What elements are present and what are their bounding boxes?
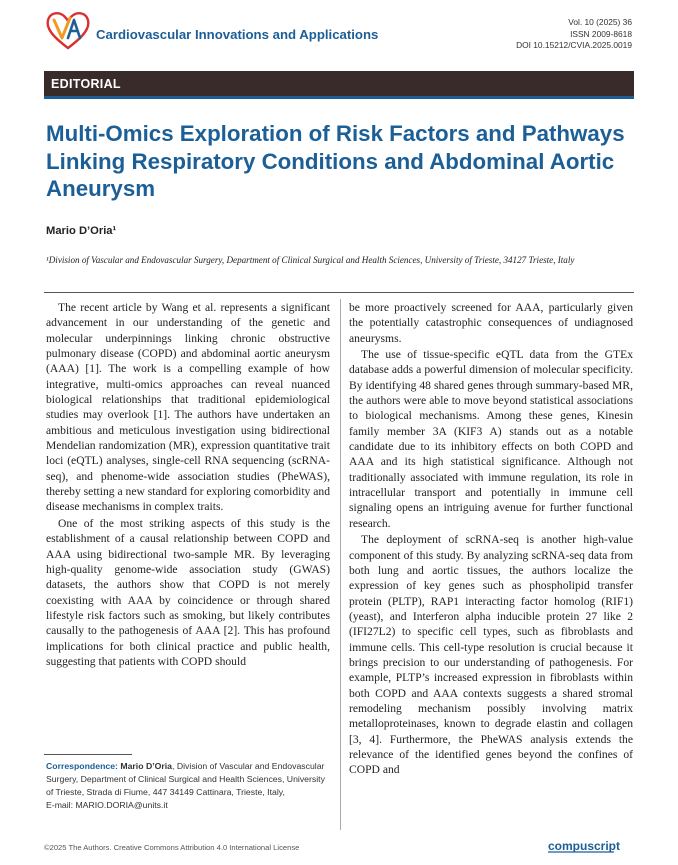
- publisher-name: compuscript: [548, 839, 621, 853]
- correspondence-label: Correspondence:: [46, 761, 118, 771]
- correspondence-details: , Division of Vascular and Endovascular Surgery, Department of Clinical Surgical and Health Sciences, University of Trieste, Strada di Fiume, 447 34149 Cattinara, Trieste, Italy,: [46, 761, 325, 797]
- issn: ISSN 2009-8618: [570, 28, 632, 39]
- article-author: Mario D’Oria¹: [46, 225, 117, 237]
- paragraph: The use of tissue-specific eQTL data from the GTEx database adds a powerful dimension of molecular specificity. By identifying 48 shared genes through summary-based MR, the authors were able to move beyond statistical associations to biological mechanisms. Among these genes, Kinesin family member 3A (KIF3 A) stands out as a notable candidate due to its inhibitory effects on both COPD and AAA and its high statistical significance. Although not traditionally associated with immune regulation, its role in intracellular transport and potentially in immune cell signaling opens an intriguing avenue for further functional research.: [349, 348, 633, 530]
- license-notice: ©2025 The Authors. Creative Commons Attribution 4.0 International License: [44, 843, 300, 852]
- article-meta: [516, 17, 632, 52]
- journal-name: Cardiovascular Innovations and Applications: [96, 27, 379, 42]
- column-divider: [340, 299, 341, 830]
- volume-info: Vol. 10 (2025) 36: [568, 17, 632, 27]
- paragraph: be more proactively screened for AAA, particularly given the potentially catastrophic consequences of undiagnosed aneurysms.: [349, 301, 633, 345]
- section-bar: [44, 71, 634, 99]
- paragraph: One of the most striking aspects of this study is the establishment of a causal relationship between COPD and AAA using bidirectional two-sample MR. By leveraging high-quality genome-wide association study (GWAS) datasets, the authors show that COPD is not merely coexisting with AAA by coincidence or through shared lifestyle risk factors such as smoking, but likely contributes causally to the pathogenesis of AAA [2]. This has profound implications for both clinical practice and public health, suggesting that patients with COPD should: [46, 516, 330, 668]
- header-divider: [44, 292, 634, 293]
- doi: DOI 10.15212/CVIA.2025.0019: [516, 40, 632, 50]
- paragraph: The deployment of scRNA-seq is another high-value component of this study. By analyzing scRNA-seq data from both lung and aortic tissues, the authors localize the expression of key genes such as phospholipid transfer protein (PLTP), RAP1 interacting factor homolog (RIF1) (yeast), and Interferon alpha inducible protein 27 like 2 (IFI27L2) to specific cell types, such as fibroblasts and immune cells. This cell-type resolution is crucial because it brings precision to our understanding of pathogenesis. For example, PLTP’s increased expression in fibroblasts within both COPD and AAA contexts suggests a shared stromal remodeling mechanism possibly involving matrix metalloproteinases, known to degrade elastin and collagen [3, 4]. Furthermore, the PheWAS analysis extends the relevance of the identified genes beyond the confines of COPD and: [349, 533, 633, 777]
- body-column-right: [349, 300, 633, 778]
- publisher-logo: [548, 836, 634, 854]
- author-affiliation: ¹Division of Vascular and Endovascular Surgery, Department of Clinical Surgical and Health Sciences, University of Trieste, 34127 Trieste, Italy: [46, 255, 575, 265]
- journal-logo: [44, 8, 92, 52]
- body-column-left: [46, 300, 330, 669]
- section-label: EDITORIAL: [51, 77, 121, 91]
- correspondence-name: Mario D’Oria: [120, 761, 173, 771]
- correspondence-email[interactable]: E-mail: MARIO.DORIA@units.it: [46, 800, 168, 810]
- paragraph: The recent article by Wang et al. represents a significant advancement in our understanding of the genetic and molecular underpinnings linking chronic obstructive pulmonary disease (COPD) and abdominal aortic aneurysm (AAA) [1]. The work is a compelling example of how integrative, multi-omics approaches can reveal nuanced biological relationships that traditional epidemiological studies may overlook [1]. The authors have undertaken an ambitious and meticulous investigation using bidirectional Mendelian randomization (MR), expression quantitative trait loci (eQTL) analyses, single-cell RNA sequencing (scRNA-seq), and phenome-wide association studies (PheWAS), thereby setting a new standard for exploring comorbidity and disease mechanisms in complex traits.: [46, 301, 330, 514]
- footnote-divider: [44, 754, 132, 755]
- article-title: Multi-Omics Exploration of Risk Factors and Pathways Linking Respiratory Conditions and Abdominal Aortic Aneurysm: [46, 121, 625, 201]
- correspondence-block: [46, 760, 332, 812]
